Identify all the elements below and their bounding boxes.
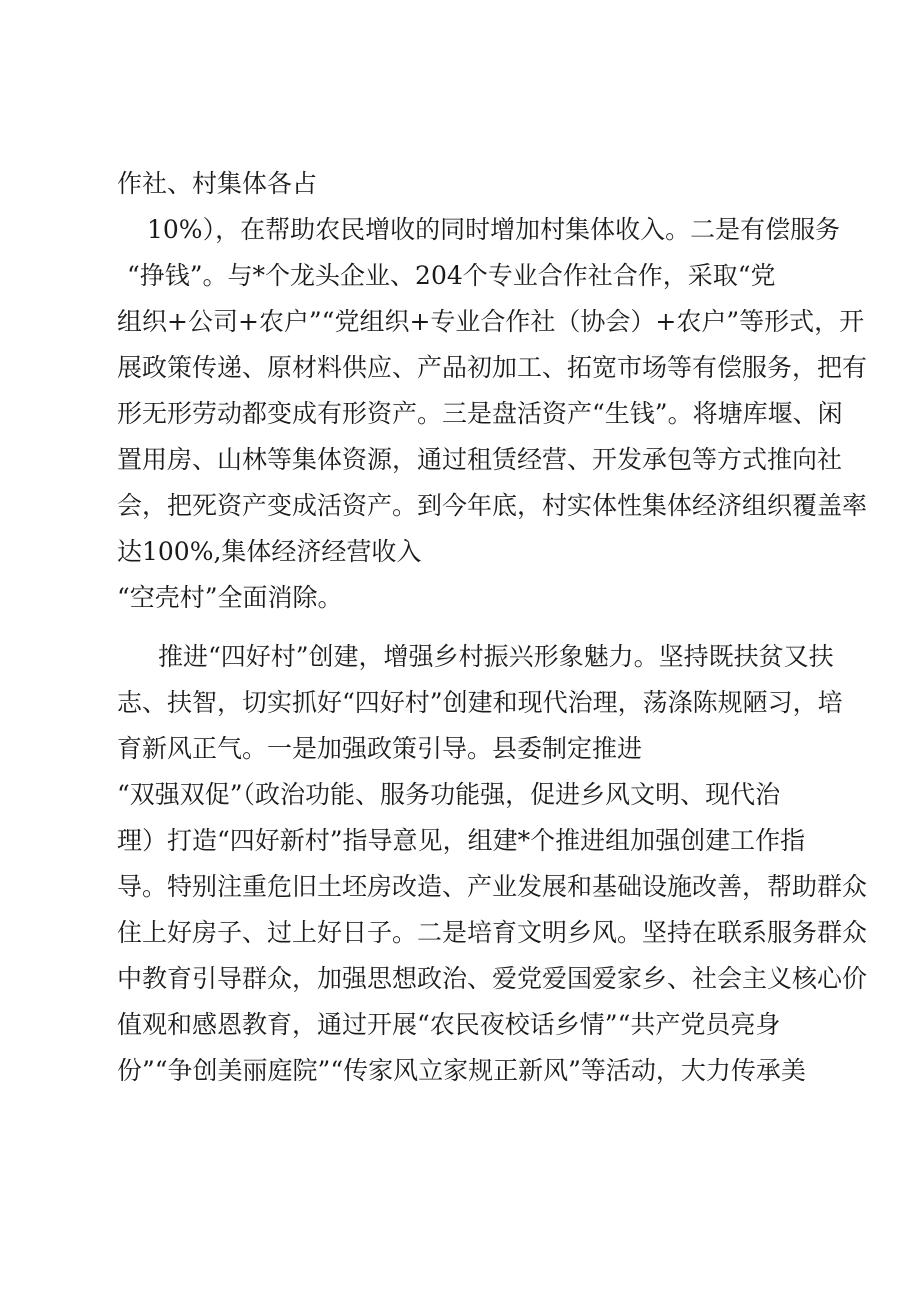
text-line: 会，把死资产变成活资产。到今年底，村实体性集体经济组织覆盖率: [117, 491, 868, 520]
text-line: 形无形劳动都变成有形资产。三是盘活资产“生钱”。将塘库堰、闲: [117, 399, 843, 428]
text-line: 住上好房子、过上好日子。二是培育文明乡风。坚持在联系服务群众: [117, 918, 868, 947]
text-line: 作社、村集体各占: [117, 169, 318, 198]
text-line: 达100%,集体经济经营收入: [117, 537, 422, 566]
text-line: 组织+公司+农户”“党组织+专业合作社（协会）+农户”等形式，开: [117, 307, 865, 336]
text-line: “空壳村”全面消除。: [117, 583, 343, 612]
text-line: 理）打造“四好新村”指导意见，组建*个推进组加强创建工作指: [117, 826, 806, 855]
text-line: 值观和感恩教育，通过开展“农民夜校话乡情”“共产党员亮身: [117, 1010, 781, 1039]
text-line: 10%），在帮助农民增收的同时增加村集体收入。二是有偿服务: [147, 215, 841, 244]
text-line: 份”“争创美丽庭院”“传家风立家规正新风”等活动，大力传承美: [117, 1056, 806, 1085]
text-line: “挣钱”。与*个龙头企业、204个专业合作社合作，采取“党: [127, 261, 776, 290]
text-line: 育新风正气。一是加强政策引导。县委制定推进: [117, 734, 643, 763]
text-line: “双强双促”（政治功能、服务功能强，促进乡风文明、现代治: [117, 780, 781, 809]
text-line: 展政策传递、原材料供应、产品初加工、拓宽市场等有偿服务，把有: [117, 353, 868, 382]
text-line: 中教育引导群众，加强思想政治、爱党爱国爱家乡、社会主义核心价: [117, 964, 868, 993]
text-line: 志、扶智，切实抓好“四好村”创建和现代治理，荡涤陈规陋习，培: [117, 688, 843, 717]
text-line: 置用房、山林等集体资源，通过租赁经营、开发承包等方式推向社: [117, 445, 843, 474]
text-line: 推进“四好村”创建，增强乡村振兴形象魅力。坚持既扶贫又扶: [158, 642, 834, 671]
text-line: 导。特别注重危旧土坯房改造、产业发展和基础设施改善，帮助群众: [117, 872, 868, 901]
